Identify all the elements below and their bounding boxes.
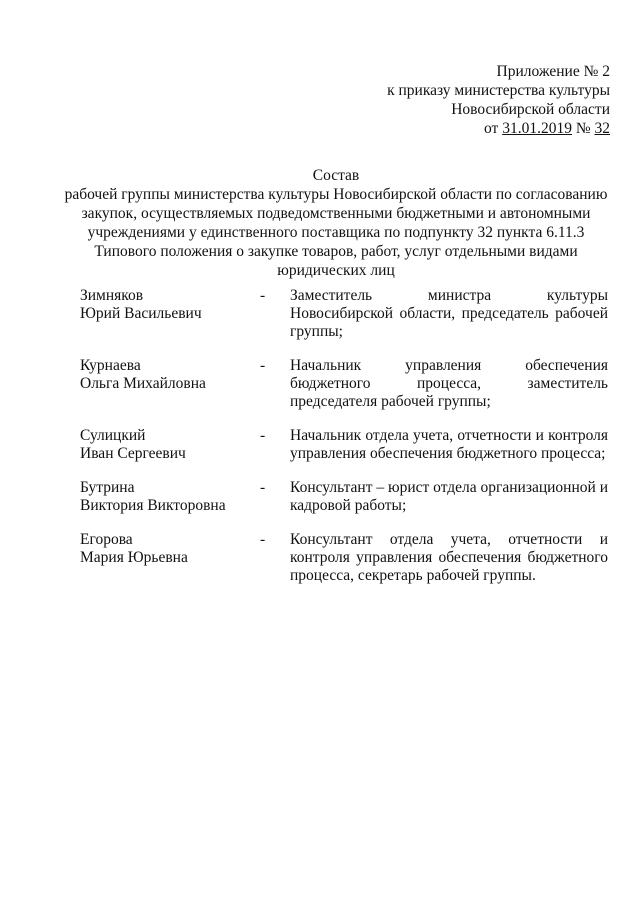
member-row <box>80 287 608 341</box>
member-surname: Сулицкий <box>80 427 146 444</box>
document-title <box>60 166 612 280</box>
member-given-name: Мария Юрьевна <box>80 549 188 566</box>
appendix-header <box>387 62 610 138</box>
member-name <box>80 427 260 463</box>
member-role: Заместитель министра культуры Новосибирской области, председатель рабочей группы; <box>290 287 608 340</box>
member-given-name: Ольга Михайловна <box>80 375 206 392</box>
member-name <box>80 357 260 411</box>
member-surname: Бутрина <box>80 479 135 496</box>
member-separator: - <box>260 287 266 304</box>
member-name <box>80 531 260 585</box>
number-prefix: № <box>571 120 595 137</box>
member-name <box>80 479 260 515</box>
member-role: Консультант отдела учета, отчетности и контроля управления обеспечения бюджетного процесса, секретарь рабочей группы. <box>290 531 608 584</box>
member-given-name: Юрий Васильевич <box>80 305 202 322</box>
member-role: Консультант – юрист отдела организационной и кадровой работы; <box>290 479 608 514</box>
member-row <box>80 531 608 585</box>
order-number: 32 <box>594 120 610 137</box>
member-separator: - <box>260 531 266 548</box>
appendix-number: Приложение № 2 <box>496 63 610 80</box>
member-row <box>80 479 608 515</box>
member-surname: Зимняков <box>80 287 144 304</box>
appendix-order-ref: к приказу министерства культуры <box>387 82 610 99</box>
date-prefix: от <box>484 120 503 137</box>
member-row <box>80 357 608 411</box>
member-row <box>80 427 608 463</box>
member-role: Начальник управления обеспечения бюджетного процесса, заместитель председателя рабочей группы; <box>290 357 608 410</box>
order-date: 31.01.2019 <box>502 120 572 137</box>
member-surname: Егорова <box>80 531 133 548</box>
member-given-name: Иван Сергеевич <box>80 445 186 462</box>
appendix-date-line <box>387 119 610 138</box>
member-role: Начальник отдела учета, отчетности и контроля управления обеспечения бюджетного процесса; <box>290 427 608 462</box>
title-heading: Состав <box>312 167 360 184</box>
appendix-region: Новосибирской области <box>451 101 610 118</box>
title-subtitle: рабочей группы министерства культуры Новосибирской области по согласованию закупок, осуществляемых подведомственными бюджетными и автономными учреждениями у единственного поставщика по подпункту 32 пункта 6.11.3 Типового положения о закупке товаров, работ, услуг отдельными видами юридических лиц <box>64 186 608 279</box>
member-separator: - <box>260 427 266 444</box>
member-surname: Курнаева <box>80 357 141 374</box>
member-given-name: Виктория Викторовна <box>80 497 226 514</box>
members-list <box>80 287 608 601</box>
member-separator: - <box>260 357 266 374</box>
member-name <box>80 287 260 341</box>
member-separator: - <box>260 479 266 496</box>
